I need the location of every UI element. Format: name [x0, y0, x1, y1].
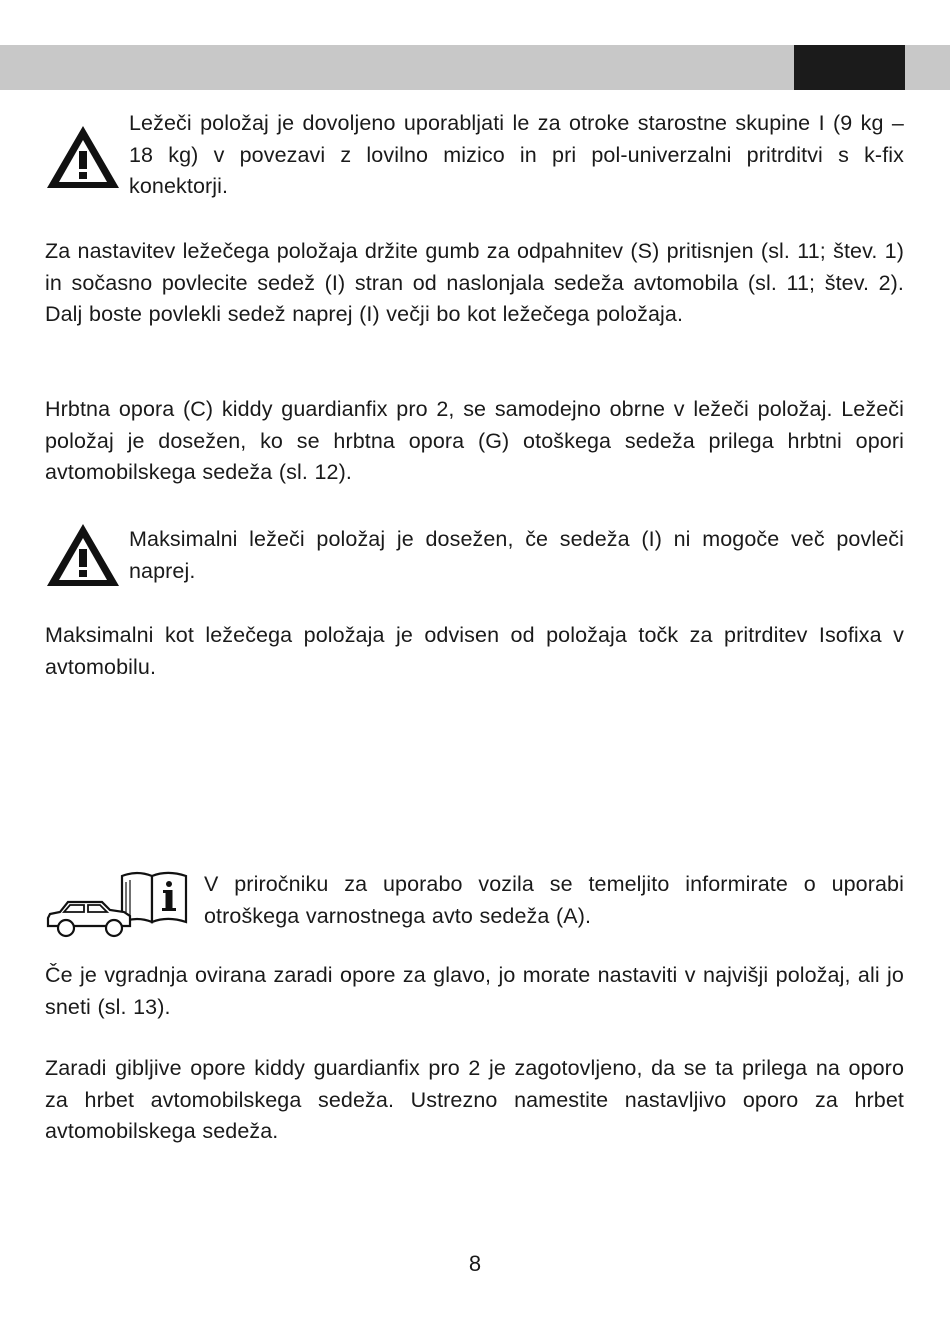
warning-triangle-icon [45, 124, 121, 190]
page-number: 8 [468, 1251, 482, 1276]
warning-triangle-icon [45, 522, 121, 588]
manual-note-text: V priročniku za uporabo vozila se temeljito informirate o uporabi otroškega varnostnega avto sedeža (A). [204, 872, 904, 928]
header-tab [794, 45, 905, 90]
car-manual-info-icon [44, 870, 190, 942]
paragraph-movable-support: Zaradi gibljive opore kiddy guardianfix pro 2 je zagotovljeno, da se ta prilega na oporo za hrbet avtomobilskega sedeža. Ustrezno namestite nastavljivo oporo za hrbet avtomobilskega sedeža. [45, 1056, 904, 1143]
paragraph-reclining-adjustment: Za nastavitev ležečega položaja držite gumb za odpahnitev (S) pritisnjen (sl. 11; štev. 1) in sočasno povlecite sedež (I) stran od naslonjala sedeža avtomobila (sl. 11; štev. 2). Dalj boste povlekli sedež naprej (I) večji bo kot ležečega položaja. [45, 239, 904, 326]
paragraph-headrest: Če je vgradnja ovirana zaradi opore za glavo, jo morate nastaviti v najvišji položaj, ali jo sneti (sl. 13). [45, 963, 904, 1019]
paragraph-max-angle: Maksimalni kot ležečega položaja je odvisen od položaja točk za pritrditev Isofixa v avtomobilu. [45, 623, 904, 679]
warning-text-max-position: Maksimalni ležeči položaj je dosežen, če sedeža (I) ni mogoče več povleči naprej. [129, 527, 904, 583]
paragraph-backrest: Hrbtna opora (C) kiddy guardianfix pro 2, se samodejno obrne v ležeči položaj. Ležeči položaj je dosežen, ko se hrbtna opora (G) otoškega sedeža prilega hrbtni opori avtomobilskega sedeža (sl. 12). [45, 397, 904, 484]
warning-text-lying-position: Ležeči položaj je dovoljeno uporabljati le za otroke starostne skupine I (9 kg – 18 kg) v povezavi z lovilno mizico in pri pol-univerzalni pritrditvi s k-fix konektorji. [129, 111, 904, 198]
